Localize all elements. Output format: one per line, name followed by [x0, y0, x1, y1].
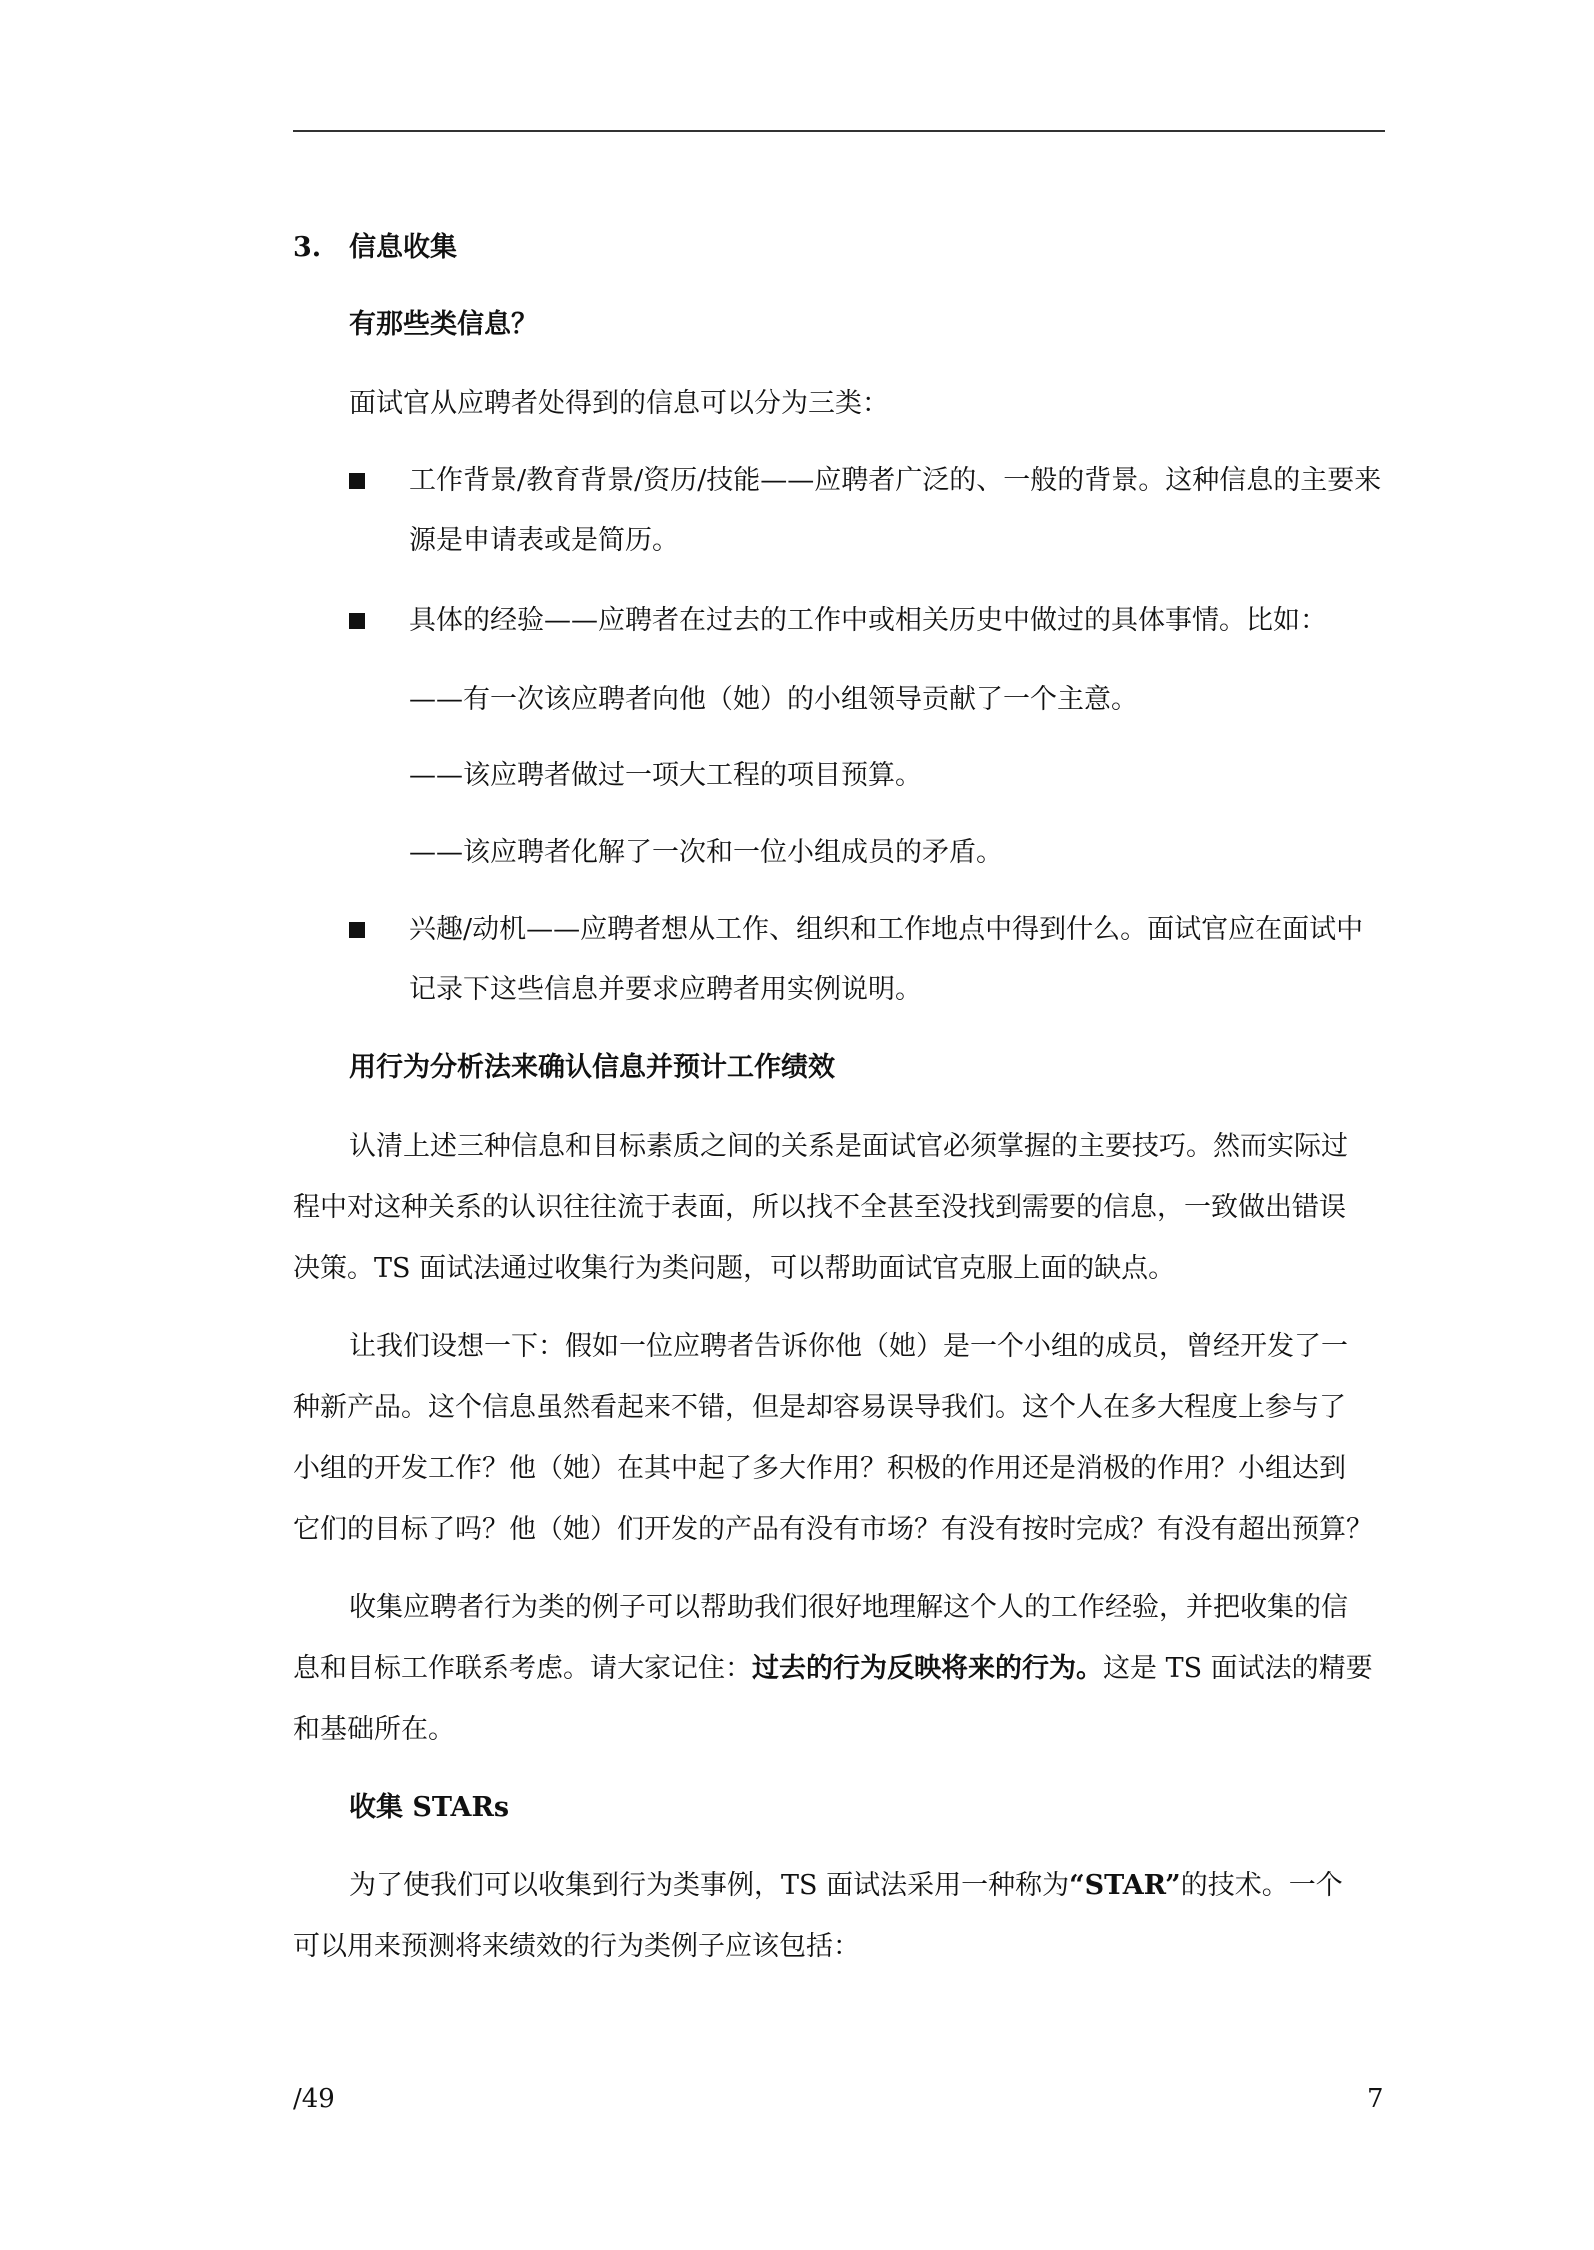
- para4-line-1-start: 为了使我们可以收集到行为类事例，TS 面试法采用一种称为: [349, 1870, 1070, 1901]
- para4-line-1-end: 的技术。一个: [1180, 1870, 1343, 1901]
- bullet-2-line-1: 具体的经验——应聘者在过去的工作中或相关历史中做过的具体事情。比如：: [409, 605, 1327, 636]
- bullet-2-subitem-2: ——该应聘者做过一项大工程的项目预算。: [409, 760, 922, 791]
- intro-paragraph: 面试官从应聘者处得到的信息可以分为三类：: [349, 388, 889, 419]
- para3-line-2-start: 息和目标工作联系考虑。请大家记住：: [293, 1653, 752, 1684]
- header-rule: [293, 130, 1385, 132]
- bullet-square-icon: [349, 922, 365, 938]
- subheading-behavior-analysis: 用行为分析法来确认信息并预计工作绩效: [349, 1052, 835, 1083]
- para4-star-term: “STAR”: [1069, 1870, 1181, 1901]
- para4-line-2: 可以用来预测将来绩效的行为类例子应该包括：: [293, 1931, 860, 1962]
- para1-line-1: 认清上述三种信息和目标素质之间的关系是面试官必须掌握的主要技巧。然而实际过: [349, 1131, 1348, 1162]
- subheading-collect-stars: 收集 STARs: [349, 1792, 510, 1823]
- bullet-1-line-2: 源是申请表或是简历。: [409, 525, 679, 556]
- para2-line-2: 种新产品。这个信息虽然看起来不错，但是却容易误导我们。这个人在多大程度上参与了: [293, 1392, 1346, 1423]
- footer-total-pages: /49: [293, 2084, 335, 2114]
- bullet-3-line-1: 兴趣/动机——应聘者想从工作、组织和工作地点中得到什么。面试官应在面试中: [409, 914, 1364, 945]
- para3-emphasis: 过去的行为反映将来的行为。: [752, 1653, 1103, 1684]
- footer-page-number: 7: [1367, 2084, 1384, 2114]
- para2-line-4: 它们的目标了吗？他（她）们开发的产品有没有市场？有没有按时完成？有没有超出预算？: [293, 1514, 1373, 1545]
- bullet-2-subitem-3: ——该应聘者化解了一次和一位小组成员的矛盾。: [409, 837, 1003, 868]
- bullet-2-subitem-1: ——有一次该应聘者向他（她）的小组领导贡献了一个主意。: [409, 684, 1138, 715]
- section-heading: [293, 228, 457, 268]
- para2-line-3: 小组的开发工作？他（她）在其中起了多大作用？积极的作用还是消极的作用？小组达到: [293, 1453, 1346, 1484]
- para3-line-1: 收集应聘者行为类的例子可以帮助我们很好地理解这个人的工作经验，并把收集的信: [349, 1592, 1348, 1623]
- para3-line-2-end: 这是 TS 面试法的精要: [1103, 1653, 1373, 1684]
- para3-line-3: 和基础所在。: [293, 1714, 455, 1745]
- para3-line-2: [293, 1649, 1373, 1689]
- bullet-3-line-2: 记录下这些信息并要求应聘者用实例说明。: [409, 974, 922, 1005]
- para4-line-1: [349, 1866, 1343, 1906]
- bullet-1-line-1: 工作背景/教育背景/资历/技能——应聘者广泛的、一般的背景。这种信息的主要来: [409, 465, 1382, 496]
- section-title: 信息收集: [349, 232, 457, 263]
- para1-line-3: 决策。TS 面试法通过收集行为类问题，可以帮助面试官克服上面的缺点。: [293, 1253, 1176, 1284]
- para2-line-1: 让我们设想一下：假如一位应聘者告诉你他（她）是一个小组的成员，曾经开发了一: [349, 1331, 1348, 1362]
- subheading-info-types: 有那些类信息？: [349, 309, 538, 340]
- bullet-square-icon: [349, 473, 365, 489]
- section-number: 3.: [293, 232, 322, 263]
- bullet-square-icon: [349, 613, 365, 629]
- para1-line-2: 程中对这种关系的认识往往流于表面，所以找不全甚至没找到需要的信息，一致做出错误: [293, 1192, 1346, 1223]
